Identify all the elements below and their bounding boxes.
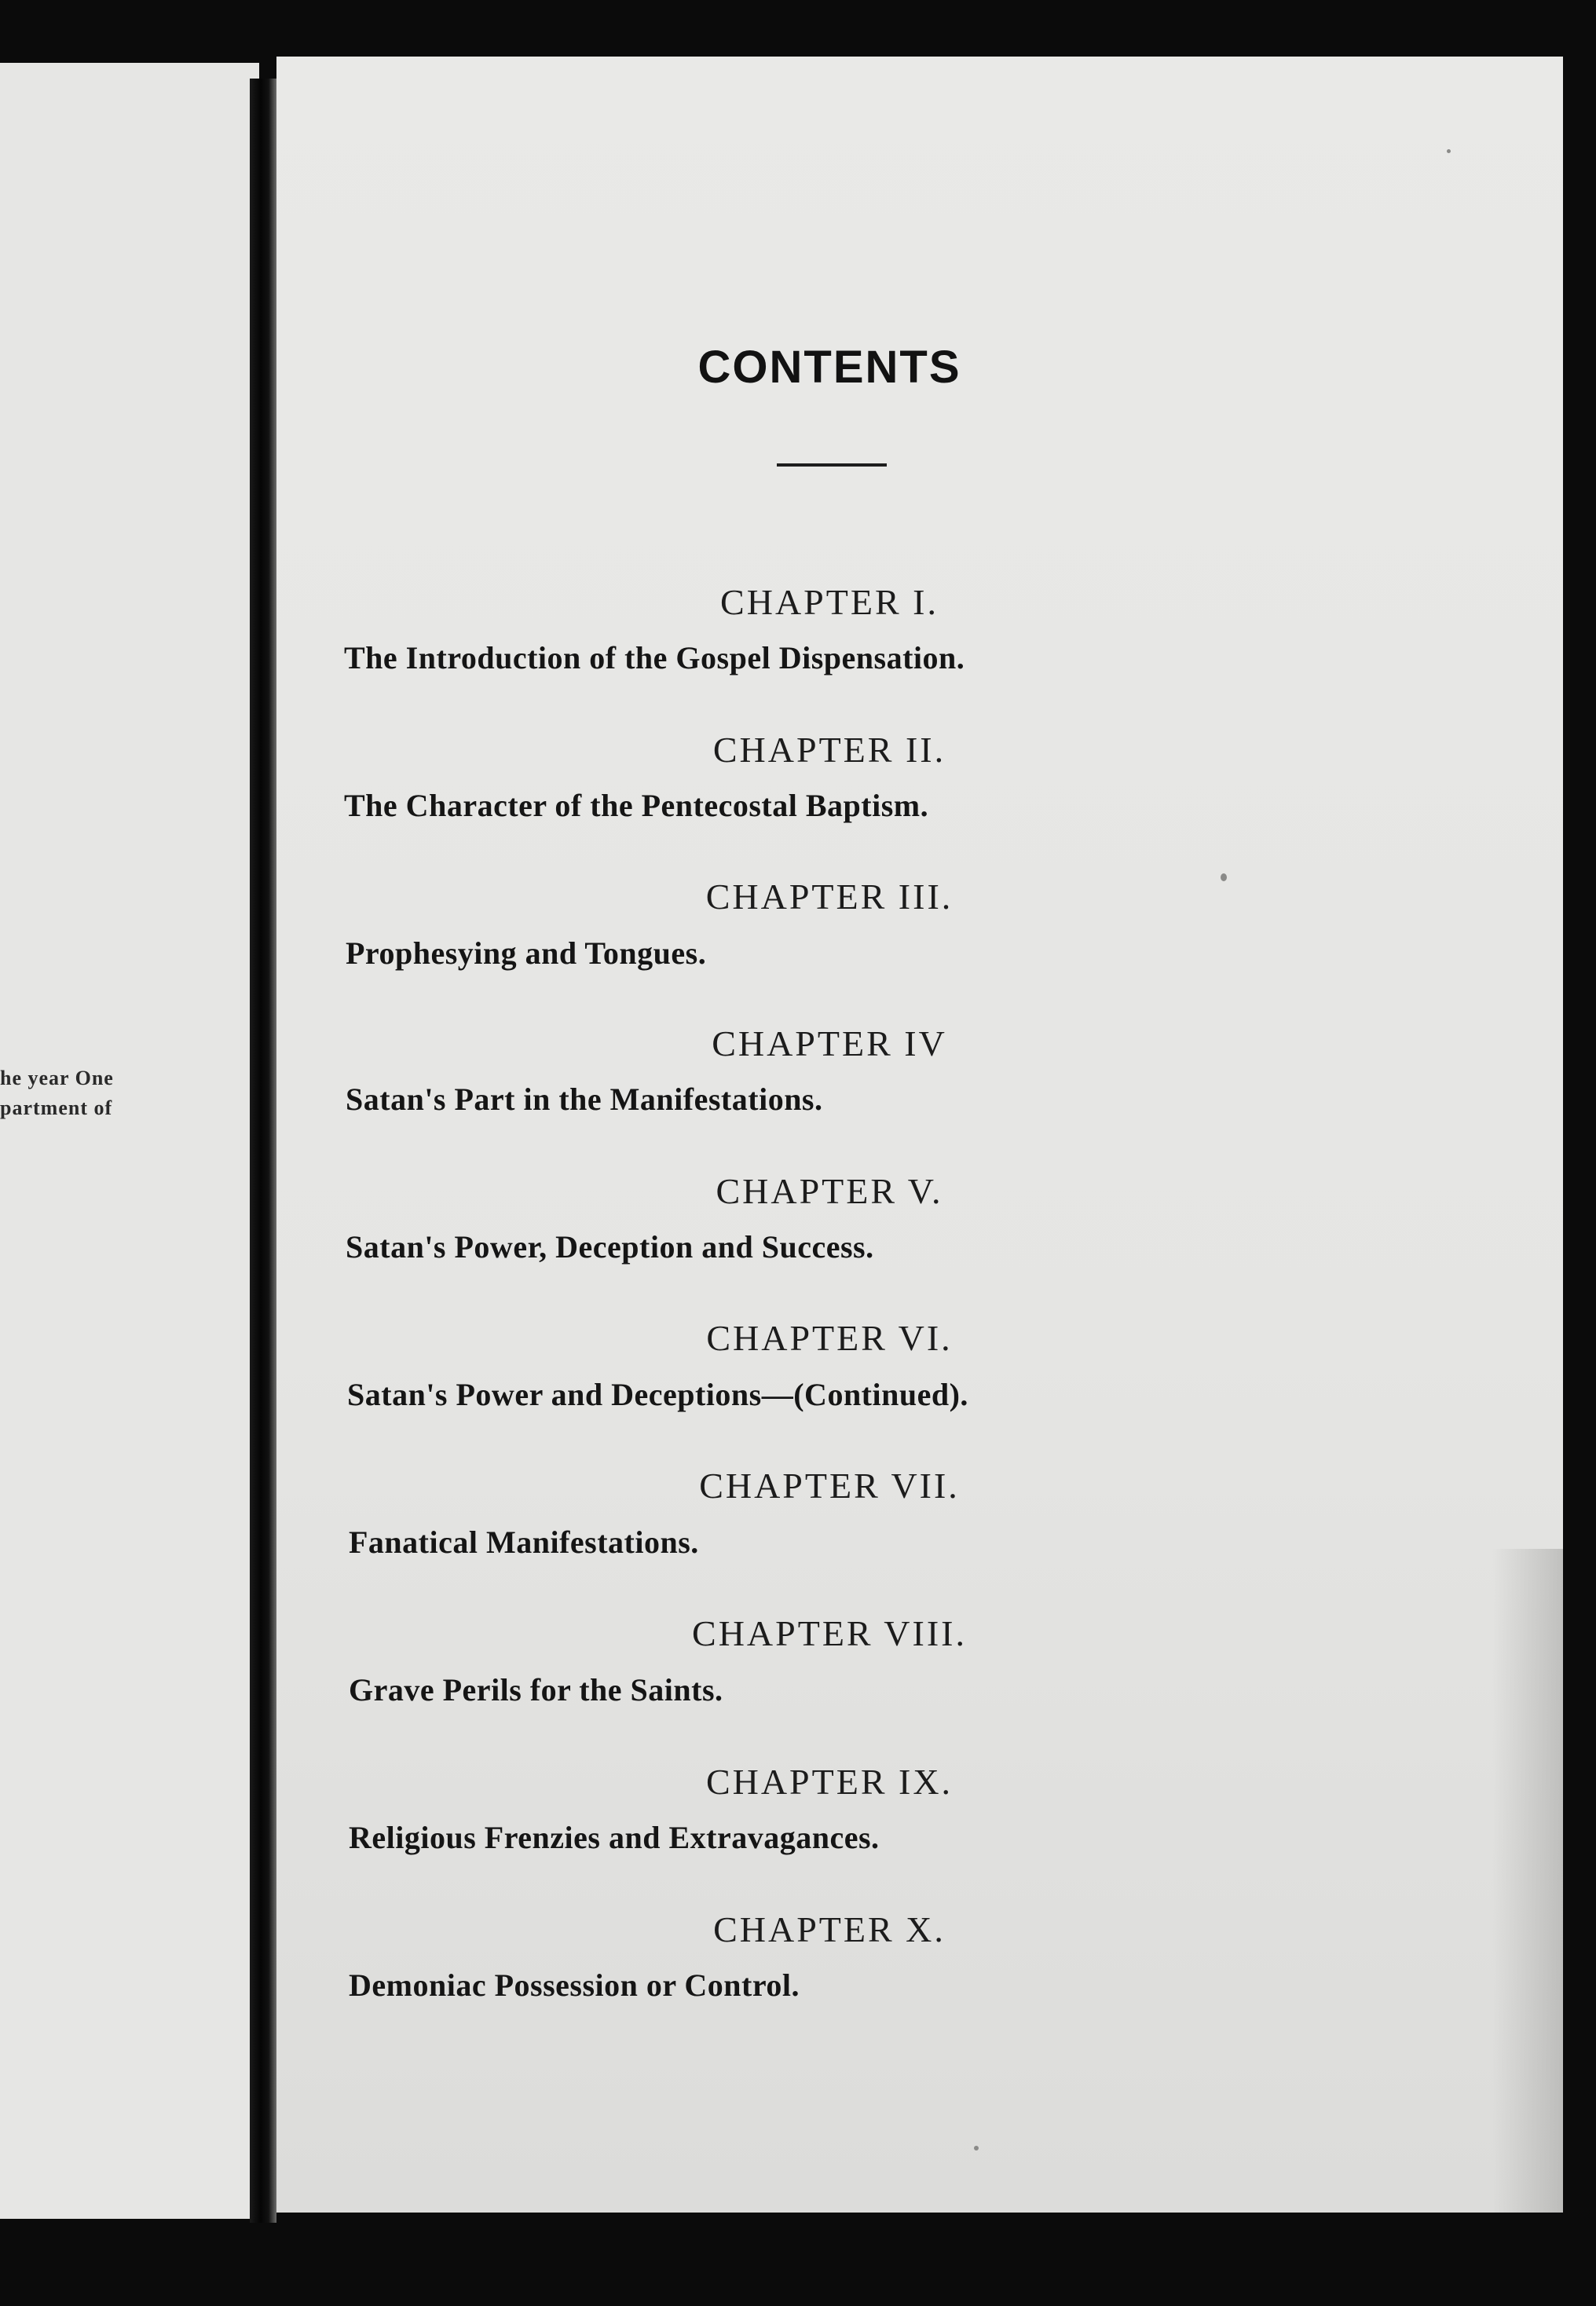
chapter-heading-4: CHAPTER IV — [712, 1023, 947, 1063]
left-page-text-line-1: he year One — [0, 1067, 114, 1089]
chapter-title-5: Satan's Power, Deception and Success. — [346, 1229, 874, 1265]
left-facing-page — [0, 63, 259, 2219]
chapter-heading-7: CHAPTER VII. — [699, 1466, 960, 1506]
paper-speck — [974, 2146, 979, 2150]
chapter-title-2: The Character of the Pentecostal Baptism. — [344, 788, 929, 823]
chapter-heading-5: CHAPTER V. — [716, 1171, 943, 1211]
chapter-heading-3: CHAPTER III. — [705, 877, 954, 917]
chapter-title-10: Demoniac Possession or Control. — [349, 1967, 800, 2003]
page-title: CONTENTS — [697, 342, 961, 393]
book-gutter — [250, 79, 276, 2223]
chapter-title-8: Grave Perils for the Saints. — [349, 1672, 723, 1708]
chapter-title-6: Satan's Power and Deceptions—(Continued). — [347, 1377, 968, 1412]
chapter-title-4: Satan's Part in the Manifestations. — [346, 1082, 823, 1117]
chapter-heading-9: CHAPTER IX. — [705, 1762, 954, 1802]
paper-speck — [1447, 149, 1451, 153]
chapter-heading-2: CHAPTER II. — [712, 730, 946, 770]
paper-speck — [1221, 873, 1227, 881]
chapter-heading-1: CHAPTER I. — [720, 582, 939, 622]
chapter-title-1: The Introduction of the Gospel Dispensation. — [344, 640, 965, 675]
chapter-heading-6: CHAPTER VI. — [706, 1318, 953, 1358]
contents-page — [276, 57, 1563, 2213]
chapter-title-9: Religious Frenzies and Extravagances. — [349, 1820, 880, 1855]
chapter-heading-10: CHAPTER X. — [713, 1909, 946, 1949]
left-page-text-line-2: partment of — [0, 1096, 113, 1119]
chapter-title-7: Fanatical Manifestations. — [349, 1525, 699, 1560]
chapter-title-3: Prophesying and Tongues. — [346, 935, 707, 971]
chapter-heading-8: CHAPTER VIII. — [692, 1613, 967, 1653]
title-rule — [777, 463, 887, 467]
